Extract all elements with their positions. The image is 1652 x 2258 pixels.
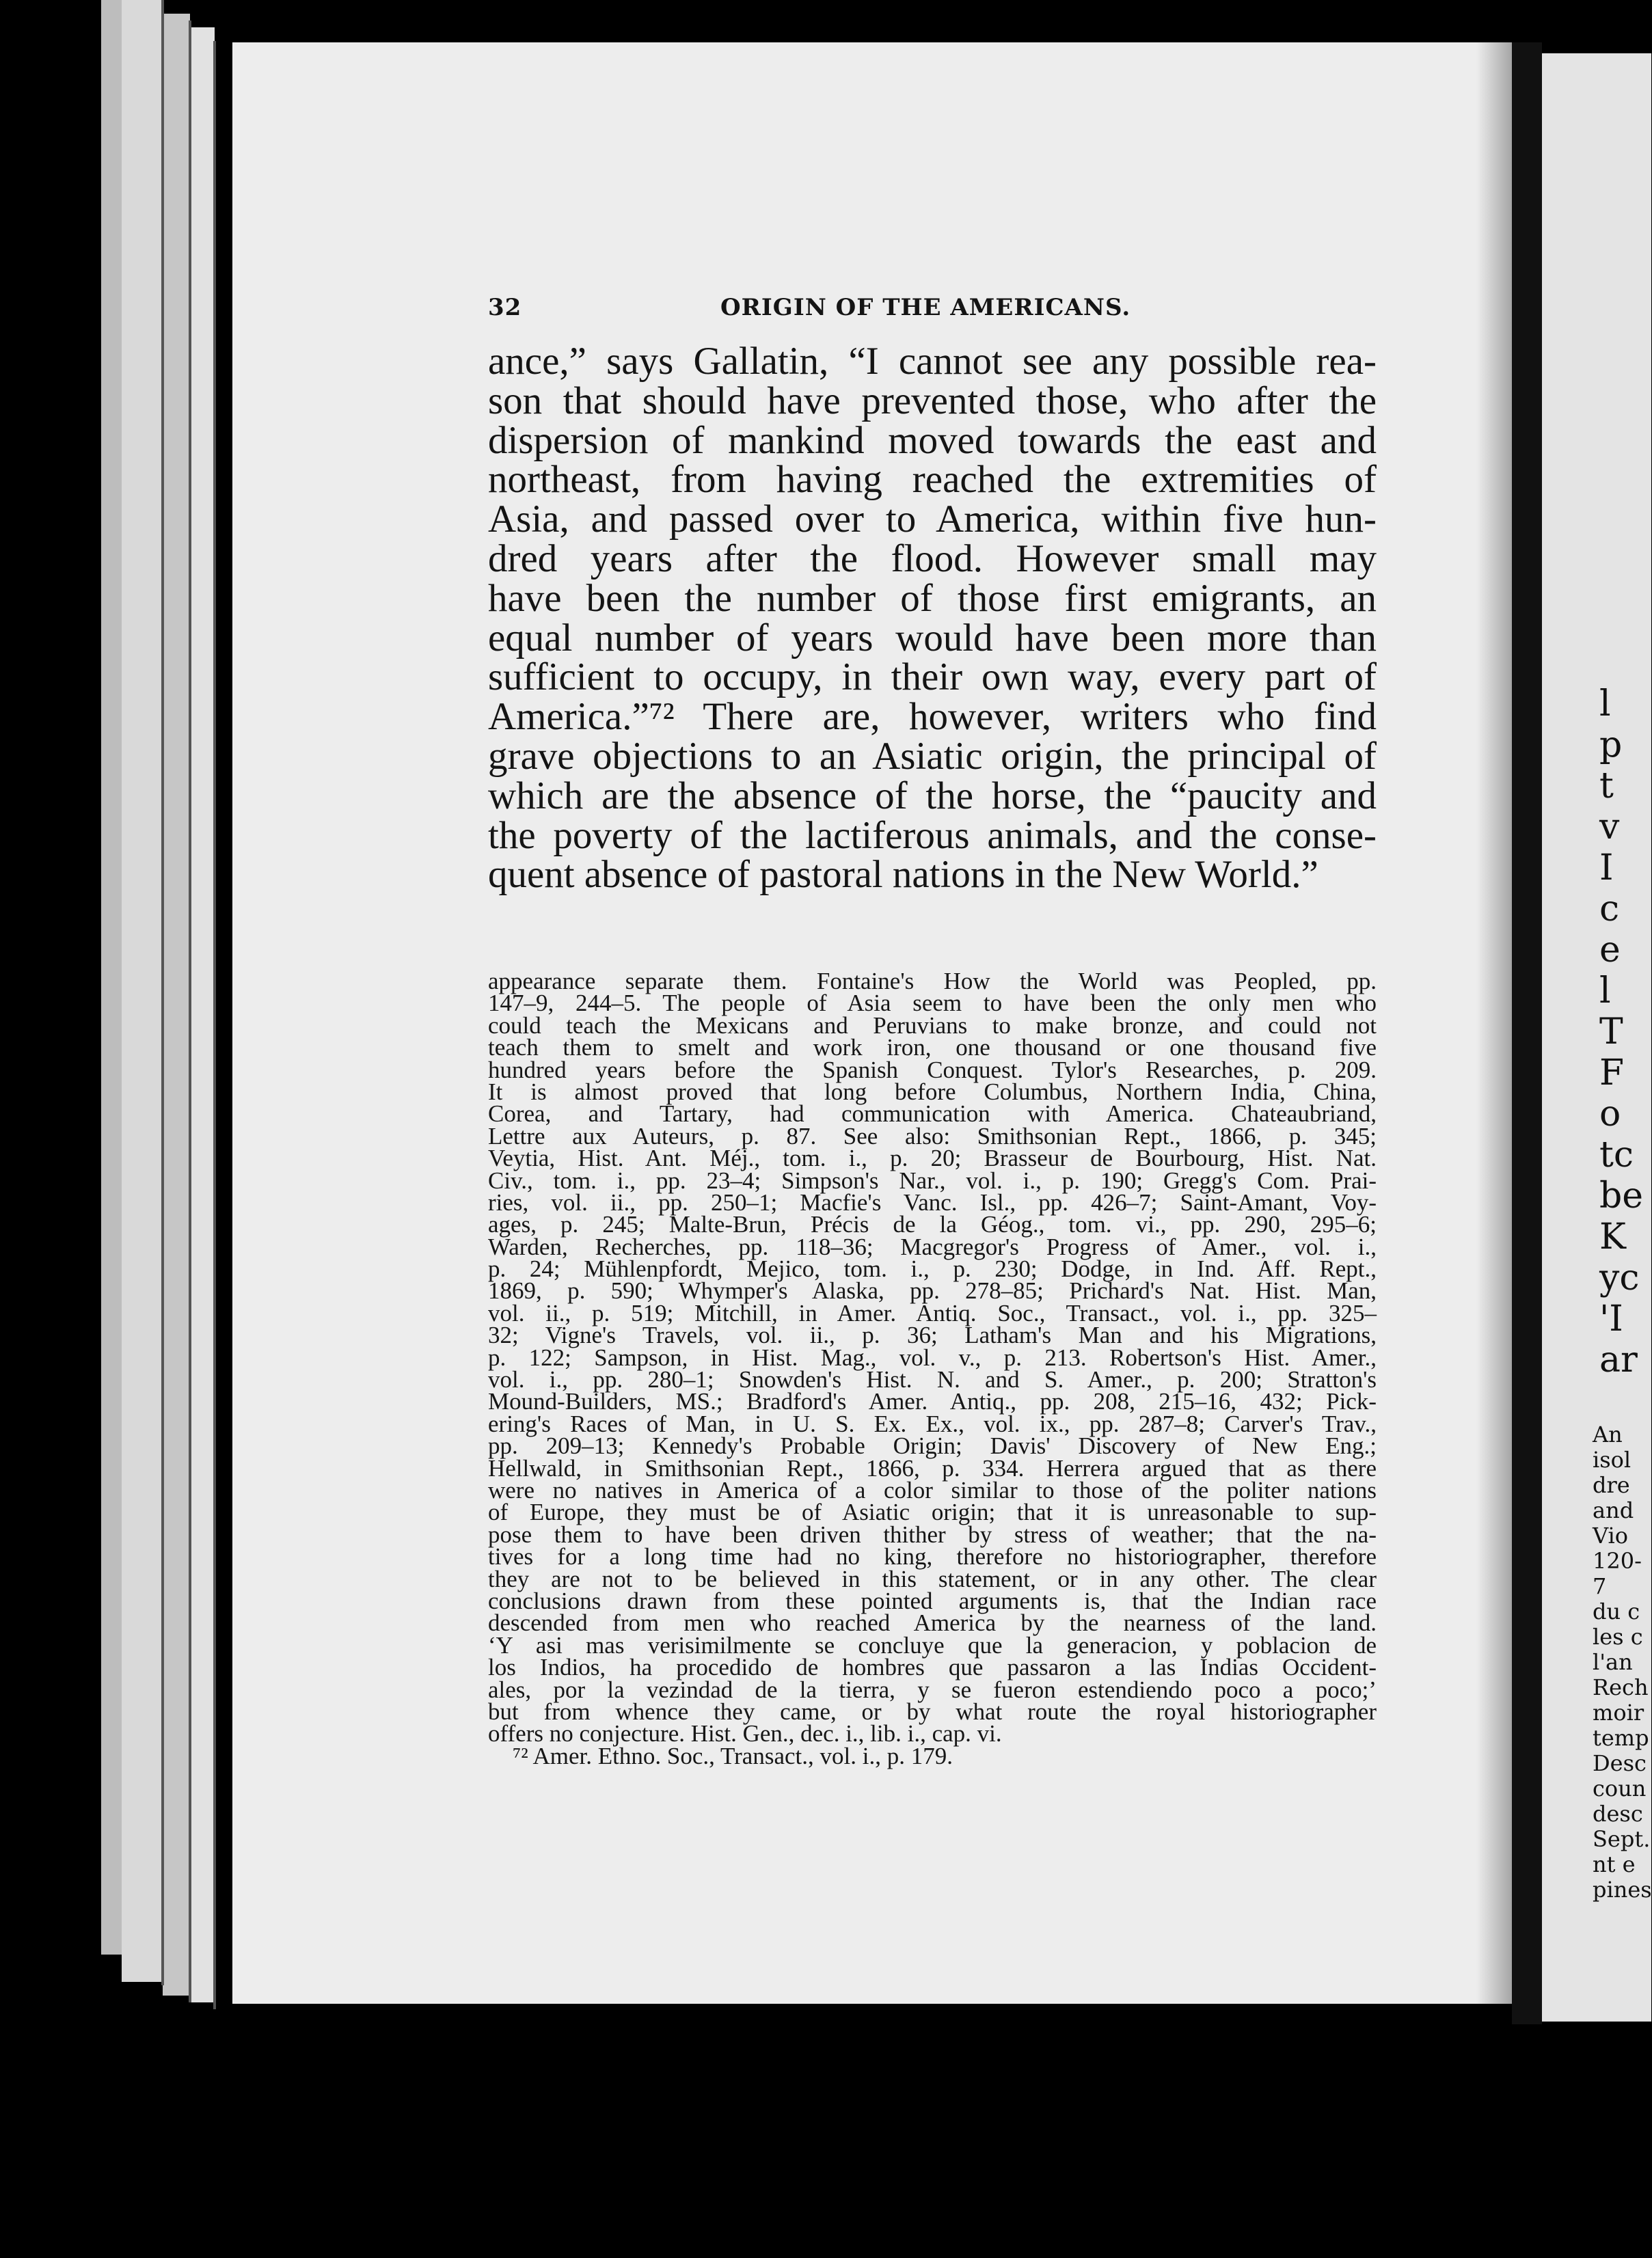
note-line: It is almost proved that long before Columbus, Northern India, China,	[488, 1078, 1377, 1105]
adjacent-page-fragment: be	[1599, 1175, 1644, 1216]
note-line: appearance separate them. Fontaine's How the World was Peopled, pp.	[488, 968, 1377, 994]
body-text	[488, 342, 1377, 895]
body-line: ance,” says Gallatin, “I cannot see any possible rea-	[488, 340, 1377, 383]
note-line: they are not to be believed in this statement, or in any other. The clear	[488, 1565, 1377, 1592]
page-edge	[122, 0, 163, 1982]
adjacent-page-fragment: 'I	[1599, 1298, 1623, 1339]
body-line: dispersion of mankind moved towards the east and	[488, 418, 1377, 462]
note-line: Civ., tom. i., pp. 23–4; Simpson's Nar., vol. i., p. 190; Gregg's Com. Prai-	[488, 1167, 1377, 1194]
note-line: were no natives in America of a color similar to those of the politer nations	[488, 1476, 1377, 1504]
note-line: 147–9, 244–5. The people of Asia seem to have been the only men who	[488, 990, 1377, 1017]
note-line: ering's Races of Man, in U. S. Ex. Ex., vol. ix., pp. 287–8; Carver's Trav.,	[488, 1410, 1377, 1437]
note-line: Warden, Recherches, pp. 118–36; Macgregor's Progress of Amer., vol. i.,	[488, 1233, 1377, 1260]
note-line: could teach the Mexicans and Peruvians to make bronze, and could not	[488, 1011, 1377, 1039]
note-line: tives for a long time had no king, therefore no historiographer, therefore	[488, 1543, 1377, 1570]
note-line: 32; Vigne's Travels, vol. ii., p. 36; Latham's Man and his Migrations,	[488, 1322, 1377, 1349]
footnote-72: ⁷² Amer. Ethno. Soc., Transact., vol. i., p. 179.	[513, 1742, 953, 1769]
adjacent-page-fragment: c	[1599, 888, 1620, 929]
adjacent-page-fragment: Desc	[1593, 1750, 1647, 1776]
note-line: offers no conjecture. Hist. Gen., dec. i., lib. i., cap. vi.	[488, 1720, 1002, 1747]
running-head: ORIGIN OF THE AMERICANS.	[720, 294, 1131, 321]
note-line: descended from men who reached America by the nearness of the land.	[488, 1609, 1377, 1637]
adjacent-page-fragment: 7	[1593, 1573, 1607, 1599]
note-line: of Europe, they must be of Asiatic origin; that it is unreasonable to sup-	[488, 1499, 1377, 1526]
body-line: grave objections to an Asiatic origin, the principal of	[488, 734, 1377, 778]
page-gutter-shadow	[1476, 42, 1517, 2004]
note-line: los Indios, ha procedido de hombres que passaron a las Indias Occident-	[488, 1654, 1377, 1681]
adjacent-page-fragment: p	[1599, 724, 1623, 765]
adjacent-page-fragment: dre	[1593, 1472, 1630, 1498]
adjacent-page-fragment: I	[1599, 847, 1614, 888]
adjacent-page-fragment: Rech	[1593, 1674, 1649, 1700]
adjacent-page-fragment: and	[1593, 1497, 1634, 1523]
body-line: northeast, from having reached the extremities of	[488, 458, 1377, 502]
body-line: quent absence of pastoral nations in the New World.”	[488, 853, 1318, 897]
body-line: have been the number of those first emigrants, an	[488, 576, 1377, 620]
body-line: America.”⁷² There are, however, writers who find	[488, 695, 1377, 739]
note-line: conclusions drawn from these pointed arguments is, that the Indian race	[488, 1587, 1377, 1614]
note-line: ales, por la vezindad de la tierra, y se fueron estendiendo poco a poco;’	[488, 1676, 1377, 1703]
page-edge	[101, 0, 122, 1955]
adjacent-page-fragment: coun	[1593, 1776, 1647, 1801]
body-line: which are the absence of the horse, the “paucity and	[488, 774, 1377, 817]
page-edge-line	[189, 21, 191, 2002]
body-line: son that should have prevented those, who after the	[488, 379, 1377, 422]
note-line: Veytia, Hist. Ant. Méj., tom. i., p. 20; Brasseur de Bourbourg, Hist. Nat.	[488, 1145, 1377, 1172]
note-line: Corea, and Tartary, had communication with America. Chateaubriand,	[488, 1100, 1377, 1128]
note-line: p. 122; Sampson, in Hist. Mag., vol. v., p. 213. Robertson's Hist. Amer.,	[488, 1344, 1377, 1371]
page-number: 32	[488, 294, 522, 321]
adjacent-page-fragment: l'an	[1593, 1649, 1633, 1675]
note-line: Mound-Builders, MS.; Bradford's Amer. Antiq., pp. 208, 215–16, 432; Pick-	[488, 1388, 1377, 1415]
note-line: ‘Y asi mas verisimilmente se concluye que la generacion, y poblacion de	[488, 1631, 1377, 1659]
adjacent-page-fragment: l	[1599, 683, 1611, 724]
note-line: Hellwald, in Smithsonian Rept., 1866, p. 334. Herrera argued that as there	[488, 1454, 1377, 1482]
note-line: ages, p. 245; Malte-Brun, Précis de la Géog., tom. vi., pp. 290, 295–6;	[488, 1211, 1377, 1238]
note-line: hundred years before the Spanish Conquest. Tylor's Researches, p. 209.	[488, 1056, 1377, 1083]
adjacent-page-fragment: 120-	[1593, 1548, 1642, 1574]
adjacent-page-fragment: temp	[1593, 1725, 1649, 1751]
body-line: the poverty of the lactiferous animals, and the conse-	[488, 813, 1377, 857]
adjacent-page-fragment: F	[1599, 1052, 1625, 1093]
adjacent-page-fragment: Sept.	[1593, 1826, 1651, 1852]
adjacent-page-fragment: l	[1599, 970, 1611, 1011]
adjacent-page-fragment: K	[1599, 1216, 1626, 1257]
page-edge	[190, 27, 215, 2002]
adjacent-page-fragment: desc	[1593, 1801, 1643, 1827]
adjacent-page-fragment: du c	[1593, 1599, 1640, 1624]
page-edge-line	[161, 0, 164, 1985]
note-line: p. 24; Mühlenpfordt, Mejico, tom. i., p. 230; Dodge, in Ind. Aff. Rept.,	[488, 1255, 1377, 1283]
page-edge-line	[213, 41, 216, 2009]
adjacent-page-fragment: nt e	[1593, 1851, 1636, 1877]
note-line: vol. i., pp. 280–1; Snowden's Hist. N. and S. Amer., p. 200; Stratton's	[488, 1366, 1377, 1393]
adjacent-page-fragment: tc	[1599, 1134, 1634, 1175]
note-line: Lettre aux Auteurs, p. 87. See also: Smithsonian Rept., 1866, p. 345;	[488, 1122, 1377, 1150]
adjacent-page-fragment: v	[1599, 806, 1620, 847]
note-line: pp. 209–13; Kennedy's Probable Origin; Davis' Discovery of New Eng.;	[488, 1432, 1377, 1460]
adjacent-page-fragment: les c	[1593, 1624, 1643, 1650]
note-line: vol. ii., p. 519; Mitchill, in Amer. Antiq. Soc., Transact., vol. i., pp. 325–	[488, 1299, 1377, 1327]
adjacent-page-fragment: ar	[1599, 1339, 1638, 1380]
adjacent-page-fragment: pines	[1593, 1877, 1652, 1903]
adjacent-page-fragment: yc	[1599, 1257, 1640, 1298]
body-line: equal number of years would have been more than	[488, 616, 1377, 659]
adjacent-page-fragment: An	[1593, 1422, 1623, 1447]
body-line: dred years after the flood. However small may	[488, 536, 1377, 580]
body-line: Asia, and passed over to America, within five hun-	[488, 498, 1377, 541]
body-line: sufficient to occupy, in their own way, every part of	[488, 655, 1377, 699]
adjacent-page-fragment: o	[1599, 1093, 1621, 1134]
footnotes	[488, 970, 1377, 1767]
note-line: 1869, p. 590; Whymper's Alaska, pp. 278–85; Prichard's Nat. Hist. Man,	[488, 1277, 1377, 1305]
note-line: ries, vol. ii., pp. 250–1; Macfie's Vanc. Isl., pp. 426–7; Saint-Amant, Voy-	[488, 1188, 1377, 1216]
adjacent-page-fragment: isol	[1593, 1447, 1631, 1473]
adjacent-page-fragment: t	[1599, 765, 1614, 806]
page-gap	[1512, 42, 1542, 2024]
page-edge	[163, 14, 190, 1996]
note-line: teach them to smelt and work iron, one thousand or one thousand five	[488, 1034, 1377, 1061]
adjacent-page-fragment: T	[1599, 1011, 1623, 1052]
note-line: but from whence they came, or by what route the royal historiographer	[488, 1698, 1377, 1725]
adjacent-page-fragment: moir	[1593, 1700, 1644, 1726]
note-line: pose them to have been driven thither by stress of weather; that the na-	[488, 1521, 1377, 1548]
adjacent-page-fragment: e	[1599, 929, 1621, 970]
adjacent-page-fragment: Vio	[1593, 1523, 1629, 1549]
